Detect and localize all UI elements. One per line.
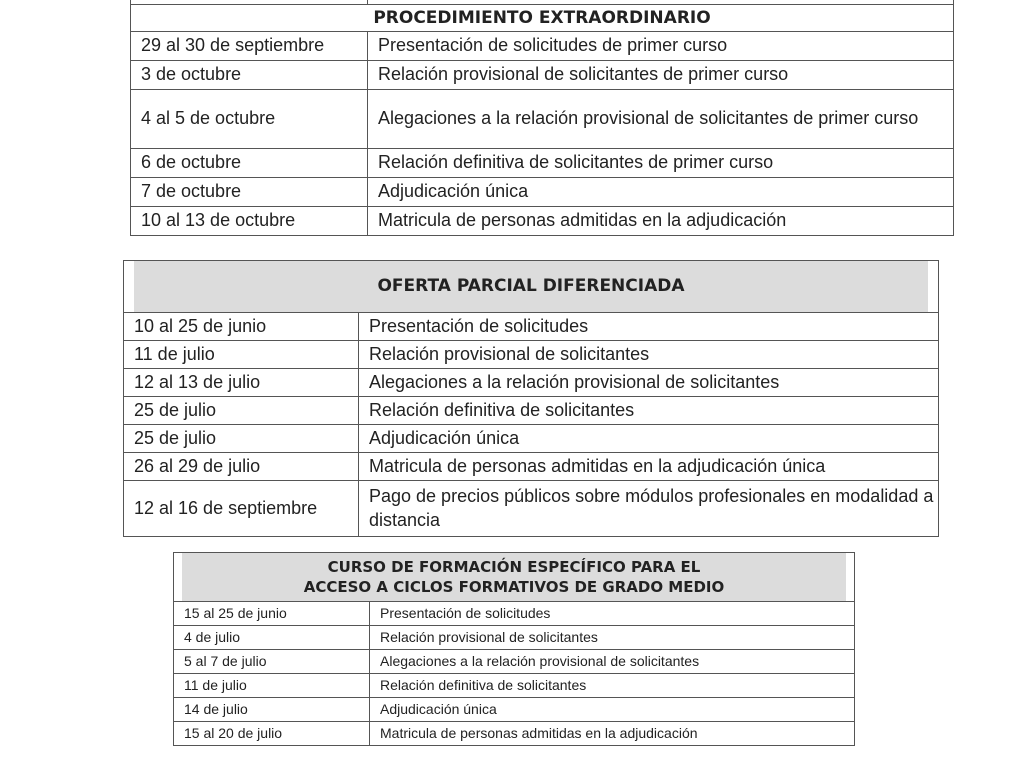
date-cell: 6 de octubre xyxy=(131,149,368,178)
curso-formacion-especifico-table xyxy=(173,552,855,746)
table-row xyxy=(124,341,939,369)
date-cell: 25 de julio xyxy=(124,397,359,425)
event-cell: Alegaciones a la relación provisional de solicitantes xyxy=(359,369,939,397)
date-cell: 12 al 16 de septiembre xyxy=(124,481,359,537)
table-header xyxy=(124,261,939,313)
table-row xyxy=(131,178,954,207)
date-cell: 25 de julio xyxy=(124,425,359,453)
event-cell: Relación provisional de solicitantes xyxy=(370,626,855,650)
event-cell: Alegaciones a la relación provisional de solicitantes de primer curso xyxy=(368,90,954,149)
table-row xyxy=(174,626,855,650)
date-cell: 4 de julio xyxy=(174,626,370,650)
event-cell: Matricula de personas admitidas en la adjudicación xyxy=(368,207,954,236)
table-row xyxy=(124,369,939,397)
table-title-line-2: ACCESO A CICLOS FORMATIVOS DE GRADO MEDIO xyxy=(303,578,725,596)
table-row xyxy=(124,481,939,537)
date-cell: 10 al 13 de octubre xyxy=(131,207,368,236)
table-title-line-1: CURSO DE FORMACIÓN ESPECÍFICO PARA EL xyxy=(327,557,701,576)
event-cell: Pago de precios públicos sobre módulos profesionales en modalidad a distancia xyxy=(359,481,939,537)
table-row xyxy=(174,650,855,674)
table-row xyxy=(131,207,954,236)
event-cell: Adjudicación única xyxy=(368,178,954,207)
table-title xyxy=(182,553,846,601)
date-cell: 11 de julio xyxy=(174,674,370,698)
date-cell: 3 de octubre xyxy=(131,61,368,90)
event-cell: Matricula de personas admitidas en la adjudicación xyxy=(370,722,855,746)
event-cell: Matricula de personas admitidas en la adjudicación única xyxy=(359,453,939,481)
event-cell: Alegaciones a la relación provisional de solicitantes xyxy=(370,650,855,674)
event-cell: Relación definitiva de solicitantes xyxy=(370,674,855,698)
event-cell: Relación provisional de solicitantes xyxy=(359,341,939,369)
date-cell: 29 al 30 de septiembre xyxy=(131,32,368,61)
table-row xyxy=(124,397,939,425)
table-row xyxy=(131,90,954,149)
table-row xyxy=(124,425,939,453)
event-cell: Presentación de solicitudes xyxy=(370,602,855,626)
date-cell: 7 de octubre xyxy=(131,178,368,207)
date-cell: 14 de julio xyxy=(174,698,370,722)
date-cell: 12 al 13 de julio xyxy=(124,369,359,397)
event-cell: Adjudicación única xyxy=(370,698,855,722)
table-row xyxy=(124,453,939,481)
date-cell: 26 al 29 de julio xyxy=(124,453,359,481)
table-header xyxy=(174,553,855,602)
date-cell: 10 al 25 de junio xyxy=(124,313,359,341)
table-header xyxy=(131,5,954,32)
table-row xyxy=(131,61,954,90)
event-cell: Presentación de solicitudes xyxy=(359,313,939,341)
date-cell: 5 al 7 de julio xyxy=(174,650,370,674)
event-cell: Relación provisional de solicitantes de primer curso xyxy=(368,61,954,90)
table-row xyxy=(174,602,855,626)
procedimiento-extraordinario-table xyxy=(130,0,954,236)
date-cell: 15 al 25 de junio xyxy=(174,602,370,626)
table-row xyxy=(124,313,939,341)
table-row xyxy=(131,149,954,178)
event-cell: Relación definitiva de solicitantes de primer curso xyxy=(368,149,954,178)
table-row xyxy=(174,698,855,722)
date-cell: 4 al 5 de octubre xyxy=(131,90,368,149)
event-cell: Presentación de solicitudes de primer curso xyxy=(368,32,954,61)
date-cell: 15 al 20 de julio xyxy=(174,722,370,746)
table-title: PROCEDIMIENTO EXTRAORDINARIO xyxy=(131,5,954,32)
table-title: OFERTA PARCIAL DIFERENCIADA xyxy=(134,261,928,312)
oferta-parcial-diferenciada-table xyxy=(123,260,939,537)
event-cell: Relación definitiva de solicitantes xyxy=(359,397,939,425)
date-cell: 11 de julio xyxy=(124,341,359,369)
table-row xyxy=(174,674,855,698)
table-row xyxy=(174,722,855,746)
event-cell: Adjudicación única xyxy=(359,425,939,453)
table-row xyxy=(131,32,954,61)
